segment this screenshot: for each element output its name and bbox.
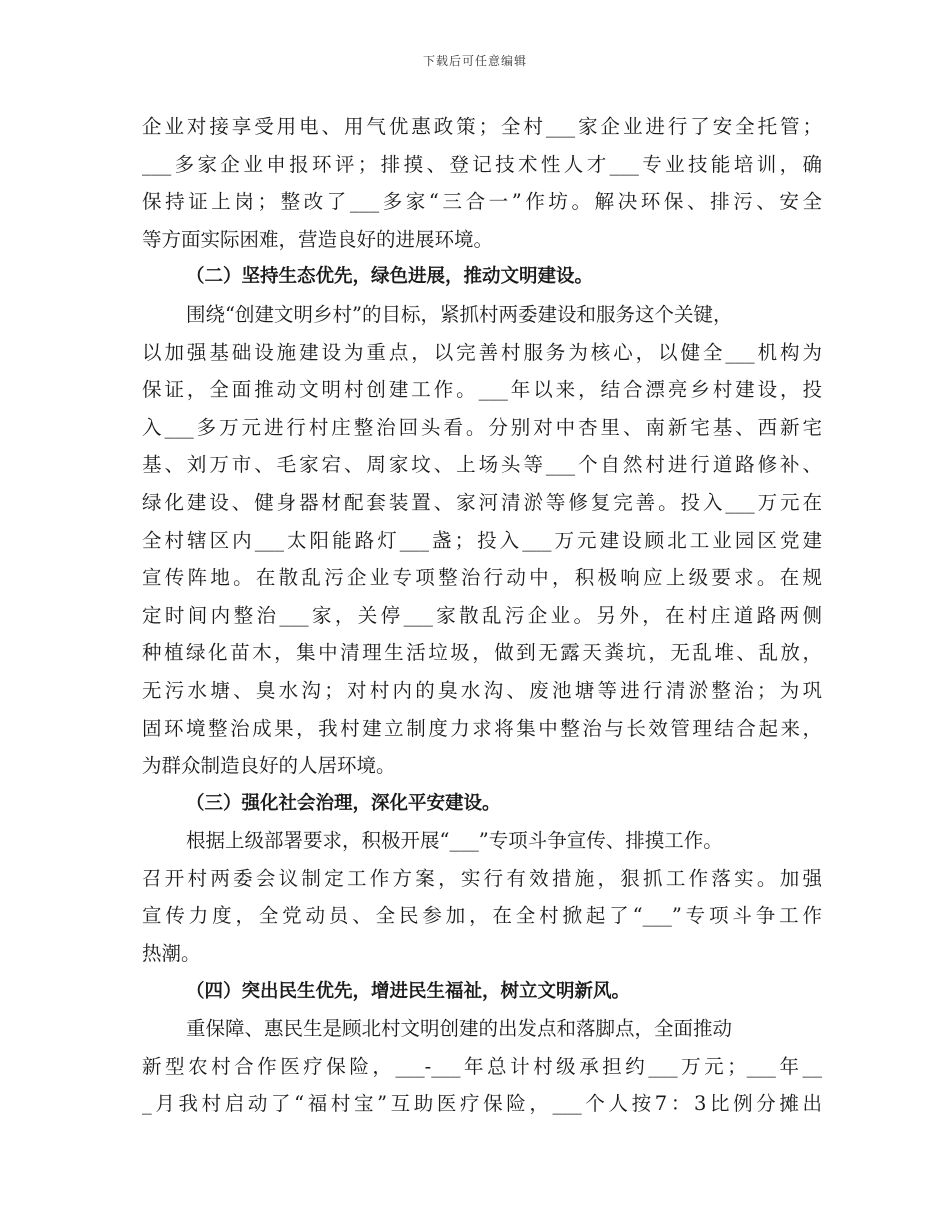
text-line: 新型农村合作医疗保险，___-___年总计村级承担约___万元；___年__ bbox=[142, 1054, 822, 1078]
text-line: 宣传阵地。在散乱污企业专项整治行动中，积极响应上级要求。在规 bbox=[142, 566, 822, 590]
text-line: 宣传力度，全党动员、全民参加，在全村掀起了“___”专项斗争工作 bbox=[142, 904, 822, 928]
text-line: 保持证上岗；整改了___多家“三合一”作坊。解决环保、排污、安全 bbox=[142, 190, 822, 214]
text-line: 以加强基础设施建设为重点，以完善村服务为核心，以健全___机构为 bbox=[142, 340, 822, 364]
text-line: 热潮。 bbox=[142, 942, 201, 966]
text-line: 围绕“创建文明乡村”的目标，紧抓村两委建设和服务这个关键， bbox=[186, 302, 733, 326]
text-line: ___多家企业申报环评；排摸、登记技术性人才___专业技能培训，确 bbox=[142, 152, 822, 176]
text-line: 种植绿化苗木，集中清理生活垃圾，做到无露天粪坑，无乱堆、乱放， bbox=[142, 641, 822, 665]
text-line: _月我村启动了“福村宝”互助医疗保险，___个人按7：3比例分摊出 bbox=[142, 1092, 822, 1116]
text-line: 固环境整治成果，我村建立制度力求将集中整治与长效管理结合起来， bbox=[142, 716, 822, 740]
text-line: 重保障、惠民生是顾北村文明创建的出发点和落脚点，全面推动 bbox=[186, 1017, 733, 1041]
text-line: 为群众制造良好的人居环境。 bbox=[142, 754, 396, 778]
section-heading: （四）突出民生优先，增进民生福祉，树立文明新风。 bbox=[186, 980, 631, 1002]
section-heading: （二）坚持生态优先，绿色进展，推动文明建设。 bbox=[186, 266, 594, 288]
document-body bbox=[142, 108, 822, 1123]
text-line: 根据上级部署要求，积极开展“___”专项斗争宣传、排摸工作。 bbox=[186, 829, 723, 853]
text-line: 企业对接享受用电、用气优惠政策；全村___家企业进行了安全托管； bbox=[142, 115, 822, 138]
text-line: 等方面实际困难，营造良好的进展环境。 bbox=[142, 227, 494, 251]
text-line: 保证，全面推动文明村创建工作。___年以来，结合漂亮乡村建设，投 bbox=[142, 378, 822, 402]
text-line: 定时间内整治___家，关停___家散乱污企业。另外，在村庄道路两侧 bbox=[142, 603, 822, 627]
text-line: 无污水塘、臭水沟；对村内的臭水沟、废池塘等进行清淤整治；为巩 bbox=[142, 678, 822, 702]
text-line: 绿化建设、健身器材配套装置、家河清淤等修复完善。投入___万元在 bbox=[142, 490, 822, 514]
section-heading: （三）强化社会治理，深化平安建设。 bbox=[186, 792, 501, 814]
text-line: 召开村两委会议制定工作方案，实行有效措施，狠抓工作落实。加强 bbox=[142, 866, 822, 890]
text-line: 全村辖区内___太阳能路灯___盏；投入___万元建设顾北工业园区党建 bbox=[142, 528, 822, 552]
header-note: 下载后可任意编辑 bbox=[422, 54, 527, 68]
text-line: 基、刘万市、毛家宕、周家坟、上场头等___个自然村进行道路修补、 bbox=[142, 453, 822, 477]
text-line: 入___多万元进行村庄整治回头看。分别对中杏里、南新宅基、西新宅 bbox=[142, 415, 822, 439]
